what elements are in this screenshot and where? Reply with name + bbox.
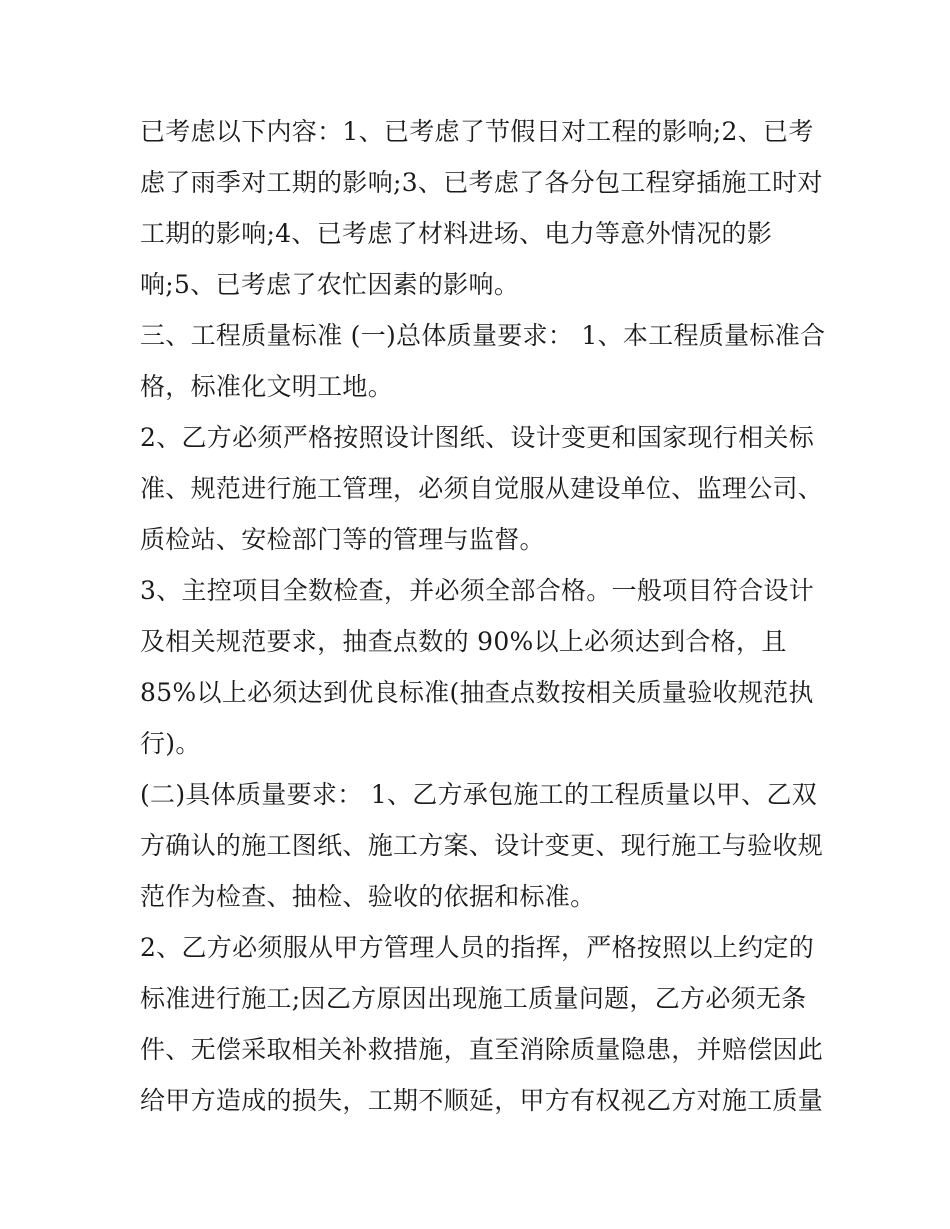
- text-line: 质检站、安检部门等的管理与监督。: [140, 525, 545, 554]
- text-line: 85%以上必须达到优良标准(抽查点数按相关质量验收规范执: [140, 678, 814, 707]
- text-line: 行)。: [140, 729, 201, 758]
- section-heading-line: 三、工程质量标准 (一)总体质量要求： 1、本工程质量标准合: [140, 321, 826, 350]
- text-line: 准、规范进行施工管理，必须自觉服从建设单位、监理公司、: [140, 474, 824, 503]
- text-line: 方确认的施工图纸、施工方案、设计变更、现行施工与验收规: [140, 831, 824, 860]
- text-line: 范作为检查、抽检、验收的依据和标准。: [140, 882, 596, 911]
- text-line: 及相关规范要求，抽查点数的 90%以上必须达到合格，且: [140, 627, 787, 656]
- document-body: [140, 106, 826, 1126]
- text-line: 2、乙方必须严格按照设计图纸、设计变更和国家现行相关标: [140, 423, 815, 452]
- text-line: 3、主控项目全数检查，并必须全部合格。一般项目符合设计: [140, 576, 815, 605]
- text-line: 已考虑以下内容：1、已考虑了节假日对工程的影响;2、已考: [140, 117, 814, 146]
- text-line: 工期的影响;4、已考虑了材料进场、电力等意外情况的影: [140, 219, 773, 248]
- text-line: 2、乙方必须服从甲方管理人员的指挥，严格按照以上约定的: [140, 933, 815, 962]
- text-line: 标准进行施工;因乙方原因出现施工质量问题，乙方必须无条: [140, 984, 807, 1013]
- text-line: 给甲方造成的损失，工期不顺延，甲方有权视乙方对施工质量: [140, 1086, 824, 1115]
- text-line: 格，标准化文明工地。: [140, 372, 394, 401]
- text-line: 件、无偿采取相关补救措施，直至消除质量隐患，并赔偿因此: [140, 1035, 824, 1064]
- text-line: 响;5、已考虑了农忙因素的影响。: [140, 270, 520, 299]
- section-heading-line: (二)具体质量要求： 1、乙方承包施工的工程质量以甲、乙双: [140, 780, 818, 809]
- text-line: 虑了雨季对工期的影响;3、已考虑了各分包工程穿插施工时对: [140, 168, 823, 197]
